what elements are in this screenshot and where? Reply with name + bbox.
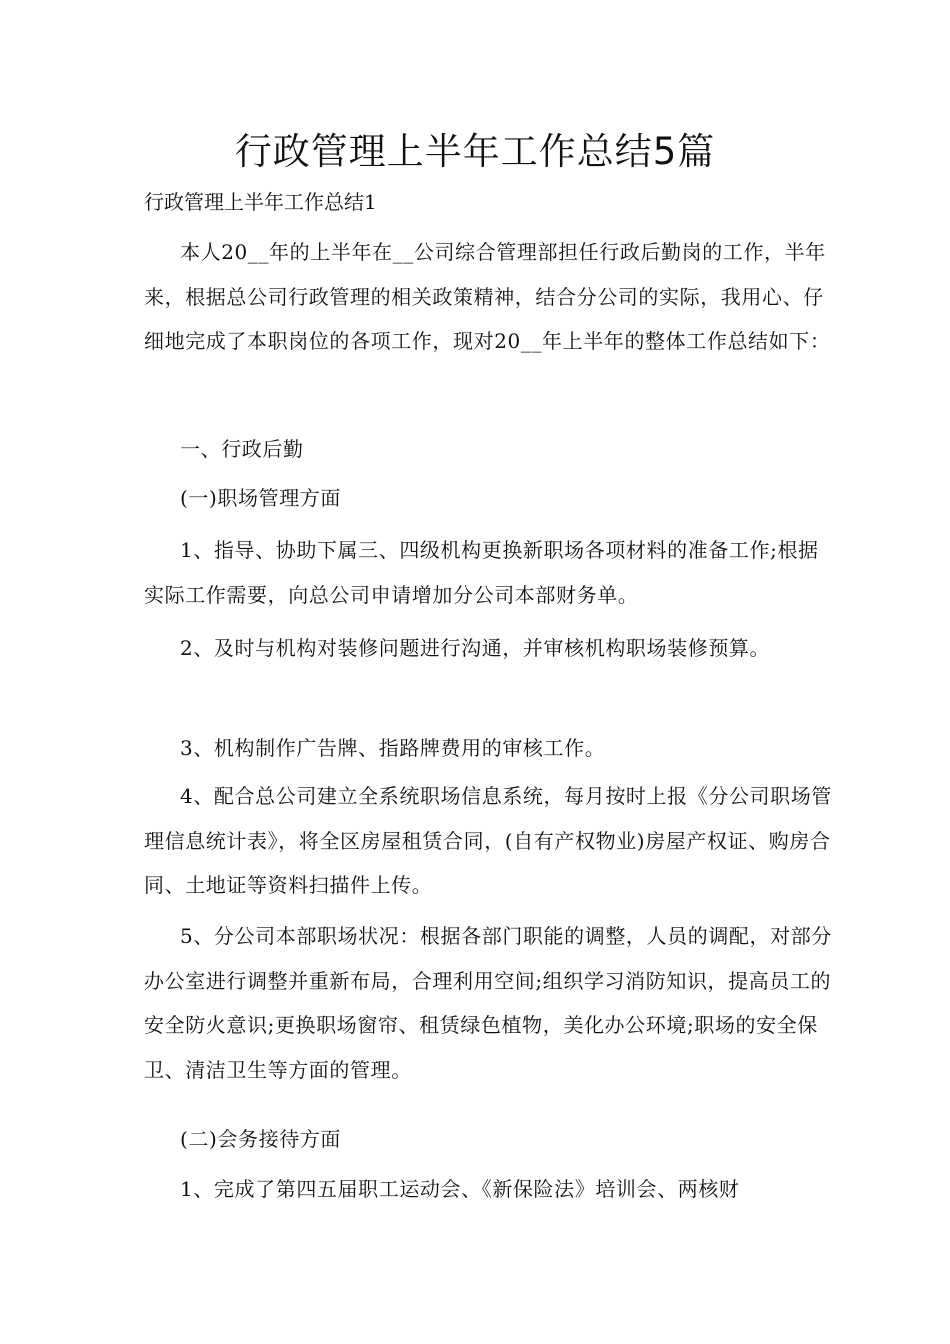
- intro-paragraph: 本人20__年的上半年在__公司综合管理部担任行政后勤岗的工作，半年来，根据总公司行政管理的相关政策精神，结合分公司的实际，我用心、仔细地完成了本职岗位的各项工作，现对20__年上半年的整体工作总结如下：: [144, 240, 831, 353]
- heading-meeting-reception: (二)会务接待方面: [180, 1127, 342, 1151]
- item-paragraph-1: 1、指导、协助下属三、四级机构更换新职场各项材料的准备工作;根据实际工作需要，向总公司申请增加分公司本部财务单。: [144, 538, 819, 607]
- item-paragraph-2: 2、及时与机构对装修问题进行沟通，并审核机构职场装修预算。: [180, 636, 771, 660]
- section-heading: 行政管理上半年工作总结1: [144, 190, 377, 214]
- item-paragraph-3: 3、机构制作广告牌、指路牌费用的审核工作。: [180, 736, 606, 760]
- item-paragraph-5: 5、分公司本部职场状况：根据各部门职能的调整，人员的调配，对部分办公室进行调整并重新布局，合理利用空间;组织学习消防知识，提高员工的安全防火意识;更换职场窗帘、租赁绿色植物，美化办公环境;职场的安全保卫、清洁卫生等方面的管理。: [144, 924, 832, 1082]
- item-paragraph-6: 1、完成了第四五届职工运动会、《新保险法》培训会、两核财: [180, 1177, 740, 1201]
- item-paragraph-4: 4、配合总公司建立全系统职场信息系统，每月按时上报《分公司职场管理信息统计表》，将全区房屋租赁合同，(自有产权物业)房屋产权证、购房合同、土地证等资料扫描件上传。: [144, 784, 832, 897]
- document-title: 行政管理上半年工作总结5篇: [234, 130, 716, 173]
- heading-workplace-management: (一)职场管理方面: [180, 486, 342, 510]
- heading-admin-logistics: 一、行政后勤: [180, 437, 304, 461]
